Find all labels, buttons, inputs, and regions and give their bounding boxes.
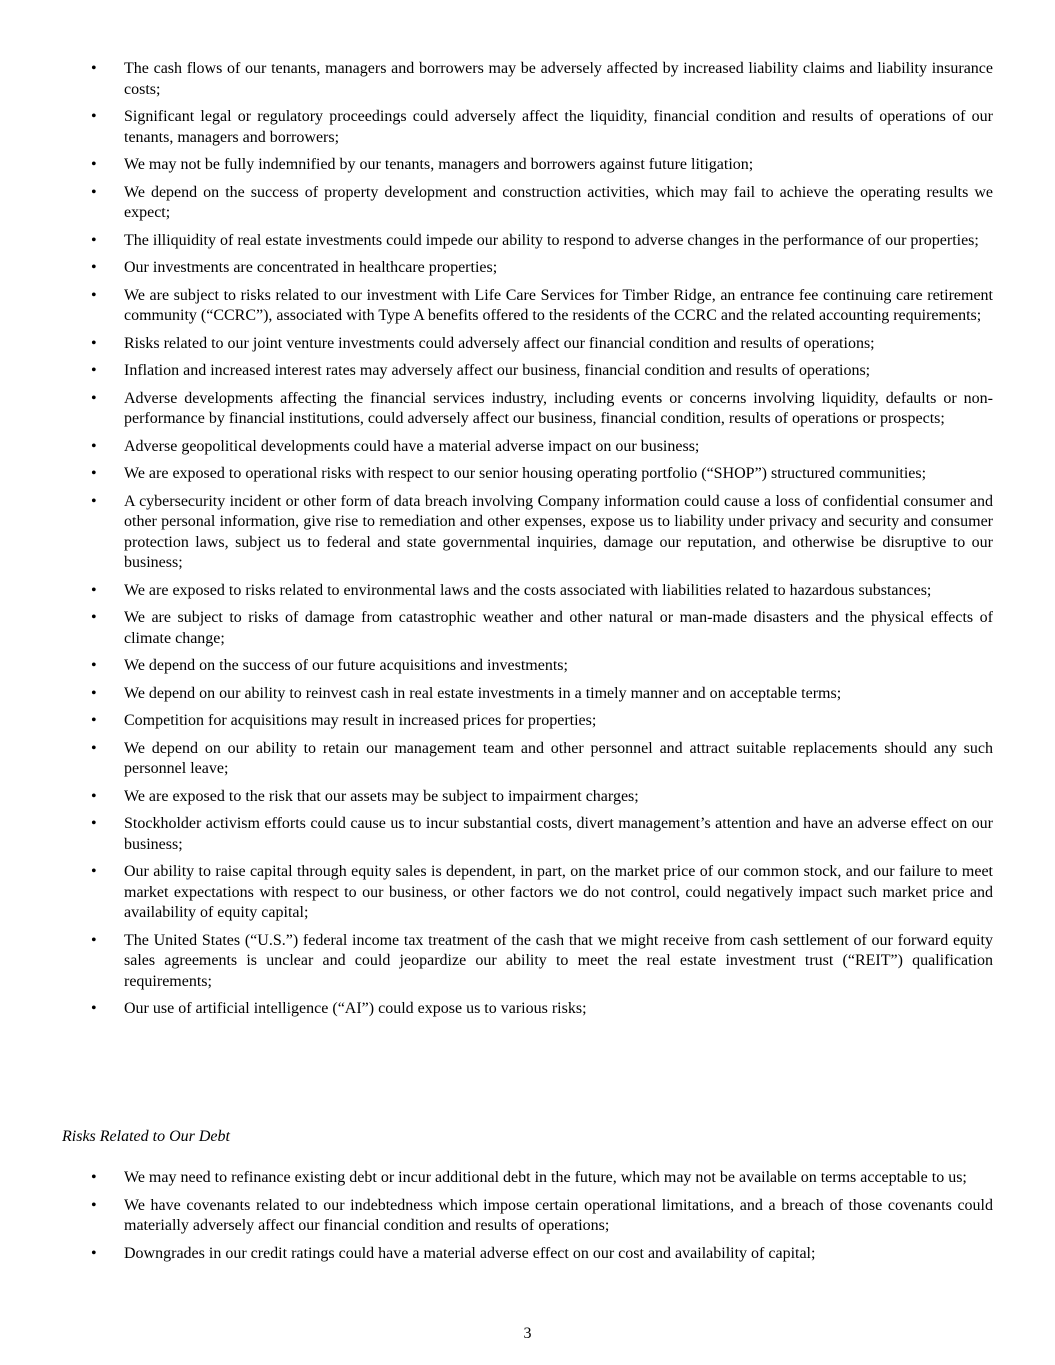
list-item-text: Risks related to our joint venture investments could adversely affect our financial condition and results of operations; [124, 334, 875, 352]
list-item-text: We are subject to risks of damage from catastrophic weather and other natural or man-made disasters and the physical effects of climate change; [124, 609, 993, 647]
list-item [0, 231, 1055, 252]
bullet-icon: • [91, 815, 97, 832]
list-item [0, 581, 1055, 602]
bullet-icon: • [91, 389, 97, 407]
list-item-text: The cash flows of our tenants, managers and borrowers may be adversely affected by increased liability claims and liability insurance costs; [124, 60, 993, 98]
bullet-icon: • [91, 465, 97, 482]
page-number: 3 [523, 1325, 532, 1342]
list-item-text: A cybersecurity incident or other form of data breach involving Company information could cause a loss of confidential consumer and other personal information, give rise to remediation and other expenses, expose us to liability under privacy and security and consumer protection laws, subject us to federal and state governmental inquiries, damage our reputation, and otherwise be disruptive to our business; [124, 492, 993, 571]
bullet-icon: • [91, 183, 97, 201]
bullet-icon: • [91, 362, 97, 379]
bullet-icon: • [91, 657, 97, 674]
bullet-icon: • [91, 1244, 97, 1262]
list-item-text: We are exposed to risks related to environmental laws and the costs associated with liabilities related to hazardous substances; [124, 581, 932, 599]
bullet-icon: • [91, 1169, 97, 1186]
list-item [0, 814, 1055, 855]
risk-factor-list [0, 59, 1055, 1027]
section-heading: Risks Related to Our Debt [62, 1128, 230, 1145]
list-item [0, 684, 1055, 705]
list-item-text: The illiquidity of real estate investments could impede our ability to respond to adverse changes in the performance of our properties; [124, 231, 979, 249]
bullet-icon: • [91, 259, 97, 276]
bullet-icon: • [91, 286, 97, 304]
list-item [0, 107, 1055, 148]
list-item-text: We depend on our ability to retain our management team and other personnel and attract suitable replacements should any such personnel leave; [124, 739, 993, 777]
bullet-icon: • [91, 739, 97, 757]
list-item-text: We may need to refinance existing debt or incur additional debt in the future, which may not be available on terms acceptable to us; [124, 1169, 967, 1186]
list-item-text: Adverse developments affecting the financial services industry, including events or concerns involving liquidity, defaults or non-performance by financial institutions, could adversely affect our business, financial condition, results of operations or prospects; [124, 389, 993, 427]
list-item [0, 1168, 1055, 1189]
list-item-text: Significant legal or regulatory proceedings could adversely affect the liquidity, financial condition and results of operations of our tenants, managers and borrowers; [124, 108, 993, 146]
bullet-icon: • [91, 581, 97, 599]
list-item-text: Our use of artificial intelligence (“AI”) could expose us to various risks; [124, 1000, 587, 1017]
bullet-icon: • [91, 863, 97, 880]
bullet-icon: • [91, 609, 97, 626]
list-item-text: We have covenants related to our indebtedness which impose certain operational limitations, and a breach of those covenants could materially adversely affect our financial condition and results of operations; [124, 1196, 993, 1234]
list-item [0, 931, 1055, 993]
list-item-text: We depend on the success of our future acquisitions and investments; [124, 657, 568, 674]
bullet-icon: • [91, 334, 97, 352]
list-item [0, 1196, 1055, 1237]
list-item [0, 711, 1055, 732]
list-item-text: We depend on our ability to reinvest cash in real estate investments in a timely manner and on acceptable terms; [124, 684, 842, 702]
list-item [0, 258, 1055, 279]
list-item-text: Inflation and increased interest rates may adversely affect our business, financial condition and results of operations; [124, 362, 871, 379]
bullet-icon: • [91, 108, 97, 125]
bullet-icon: • [91, 492, 97, 510]
list-item-text: We may not be fully indemnified by our tenants, managers and borrowers against future litigation; [124, 156, 754, 173]
bullet-icon: • [91, 1000, 97, 1017]
list-item [0, 787, 1055, 808]
debt-risk-list [0, 1168, 1055, 1271]
list-item [0, 183, 1055, 224]
list-item [0, 492, 1055, 574]
list-item-text: Our ability to raise capital through equity sales is dependent, in part, on the market price of our common stock, and our failure to meet market expectations with respect to our business, or other factors we do not control, could negatively impact such market price and availability of equity capital; [124, 863, 993, 921]
bullet-icon: • [91, 60, 97, 77]
bullet-icon: • [91, 712, 97, 729]
list-item [0, 464, 1055, 485]
list-item [0, 739, 1055, 780]
list-item-text: We are exposed to the risk that our assets may be subject to impairment charges; [124, 787, 639, 805]
bullet-icon: • [91, 231, 97, 249]
bullet-icon: • [91, 931, 97, 949]
list-item-text: We depend on the success of property development and construction activities, which may fail to achieve the operating results we expect; [124, 183, 993, 221]
list-item-text: Our investments are concentrated in healthcare properties; [124, 259, 498, 276]
list-item [0, 361, 1055, 382]
list-item-text: Adverse geopolitical developments could have a material adverse impact on our business; [124, 437, 700, 455]
list-item [0, 608, 1055, 649]
list-item [0, 334, 1055, 355]
list-item [0, 389, 1055, 430]
bullet-icon: • [91, 787, 97, 805]
list-item-text: Downgrades in our credit ratings could have a material adverse effect on our cost and availability of capital; [124, 1244, 816, 1262]
list-item [0, 999, 1055, 1020]
bullet-icon: • [91, 156, 97, 173]
list-item [0, 155, 1055, 176]
list-item [0, 59, 1055, 100]
bullet-icon: • [91, 437, 97, 455]
list-item-text: Competition for acquisitions may result in increased prices for properties; [124, 712, 597, 729]
list-item-text: We are subject to risks related to our investment with Life Care Services for Timber Ridge, an entrance fee continuing care retirement community (“CCRC”), associated with Type A benefits offered to the residents of the CCRC and the related accounting requirements; [124, 286, 993, 324]
list-item [0, 437, 1055, 458]
list-item [0, 656, 1055, 677]
list-item-text: We are exposed to operational risks with respect to our senior housing operating portfolio (“SHOP”) structured communities; [124, 465, 927, 482]
list-item-text: Stockholder activism efforts could cause us to incur substantial costs, divert management’s attention and have an adverse effect on our business; [124, 815, 993, 853]
bullet-icon: • [91, 684, 97, 702]
list-item [0, 1244, 1055, 1265]
list-item-text: The United States (“U.S.”) federal income tax treatment of the cash that we might receive from cash settlement of our forward equity sales agreements is unclear and could jeopardize our ability to meet the real estate investment trust (“REIT”) qualification requirements; [124, 931, 993, 990]
bullet-icon: • [91, 1196, 97, 1214]
list-item [0, 286, 1055, 327]
list-item [0, 862, 1055, 924]
